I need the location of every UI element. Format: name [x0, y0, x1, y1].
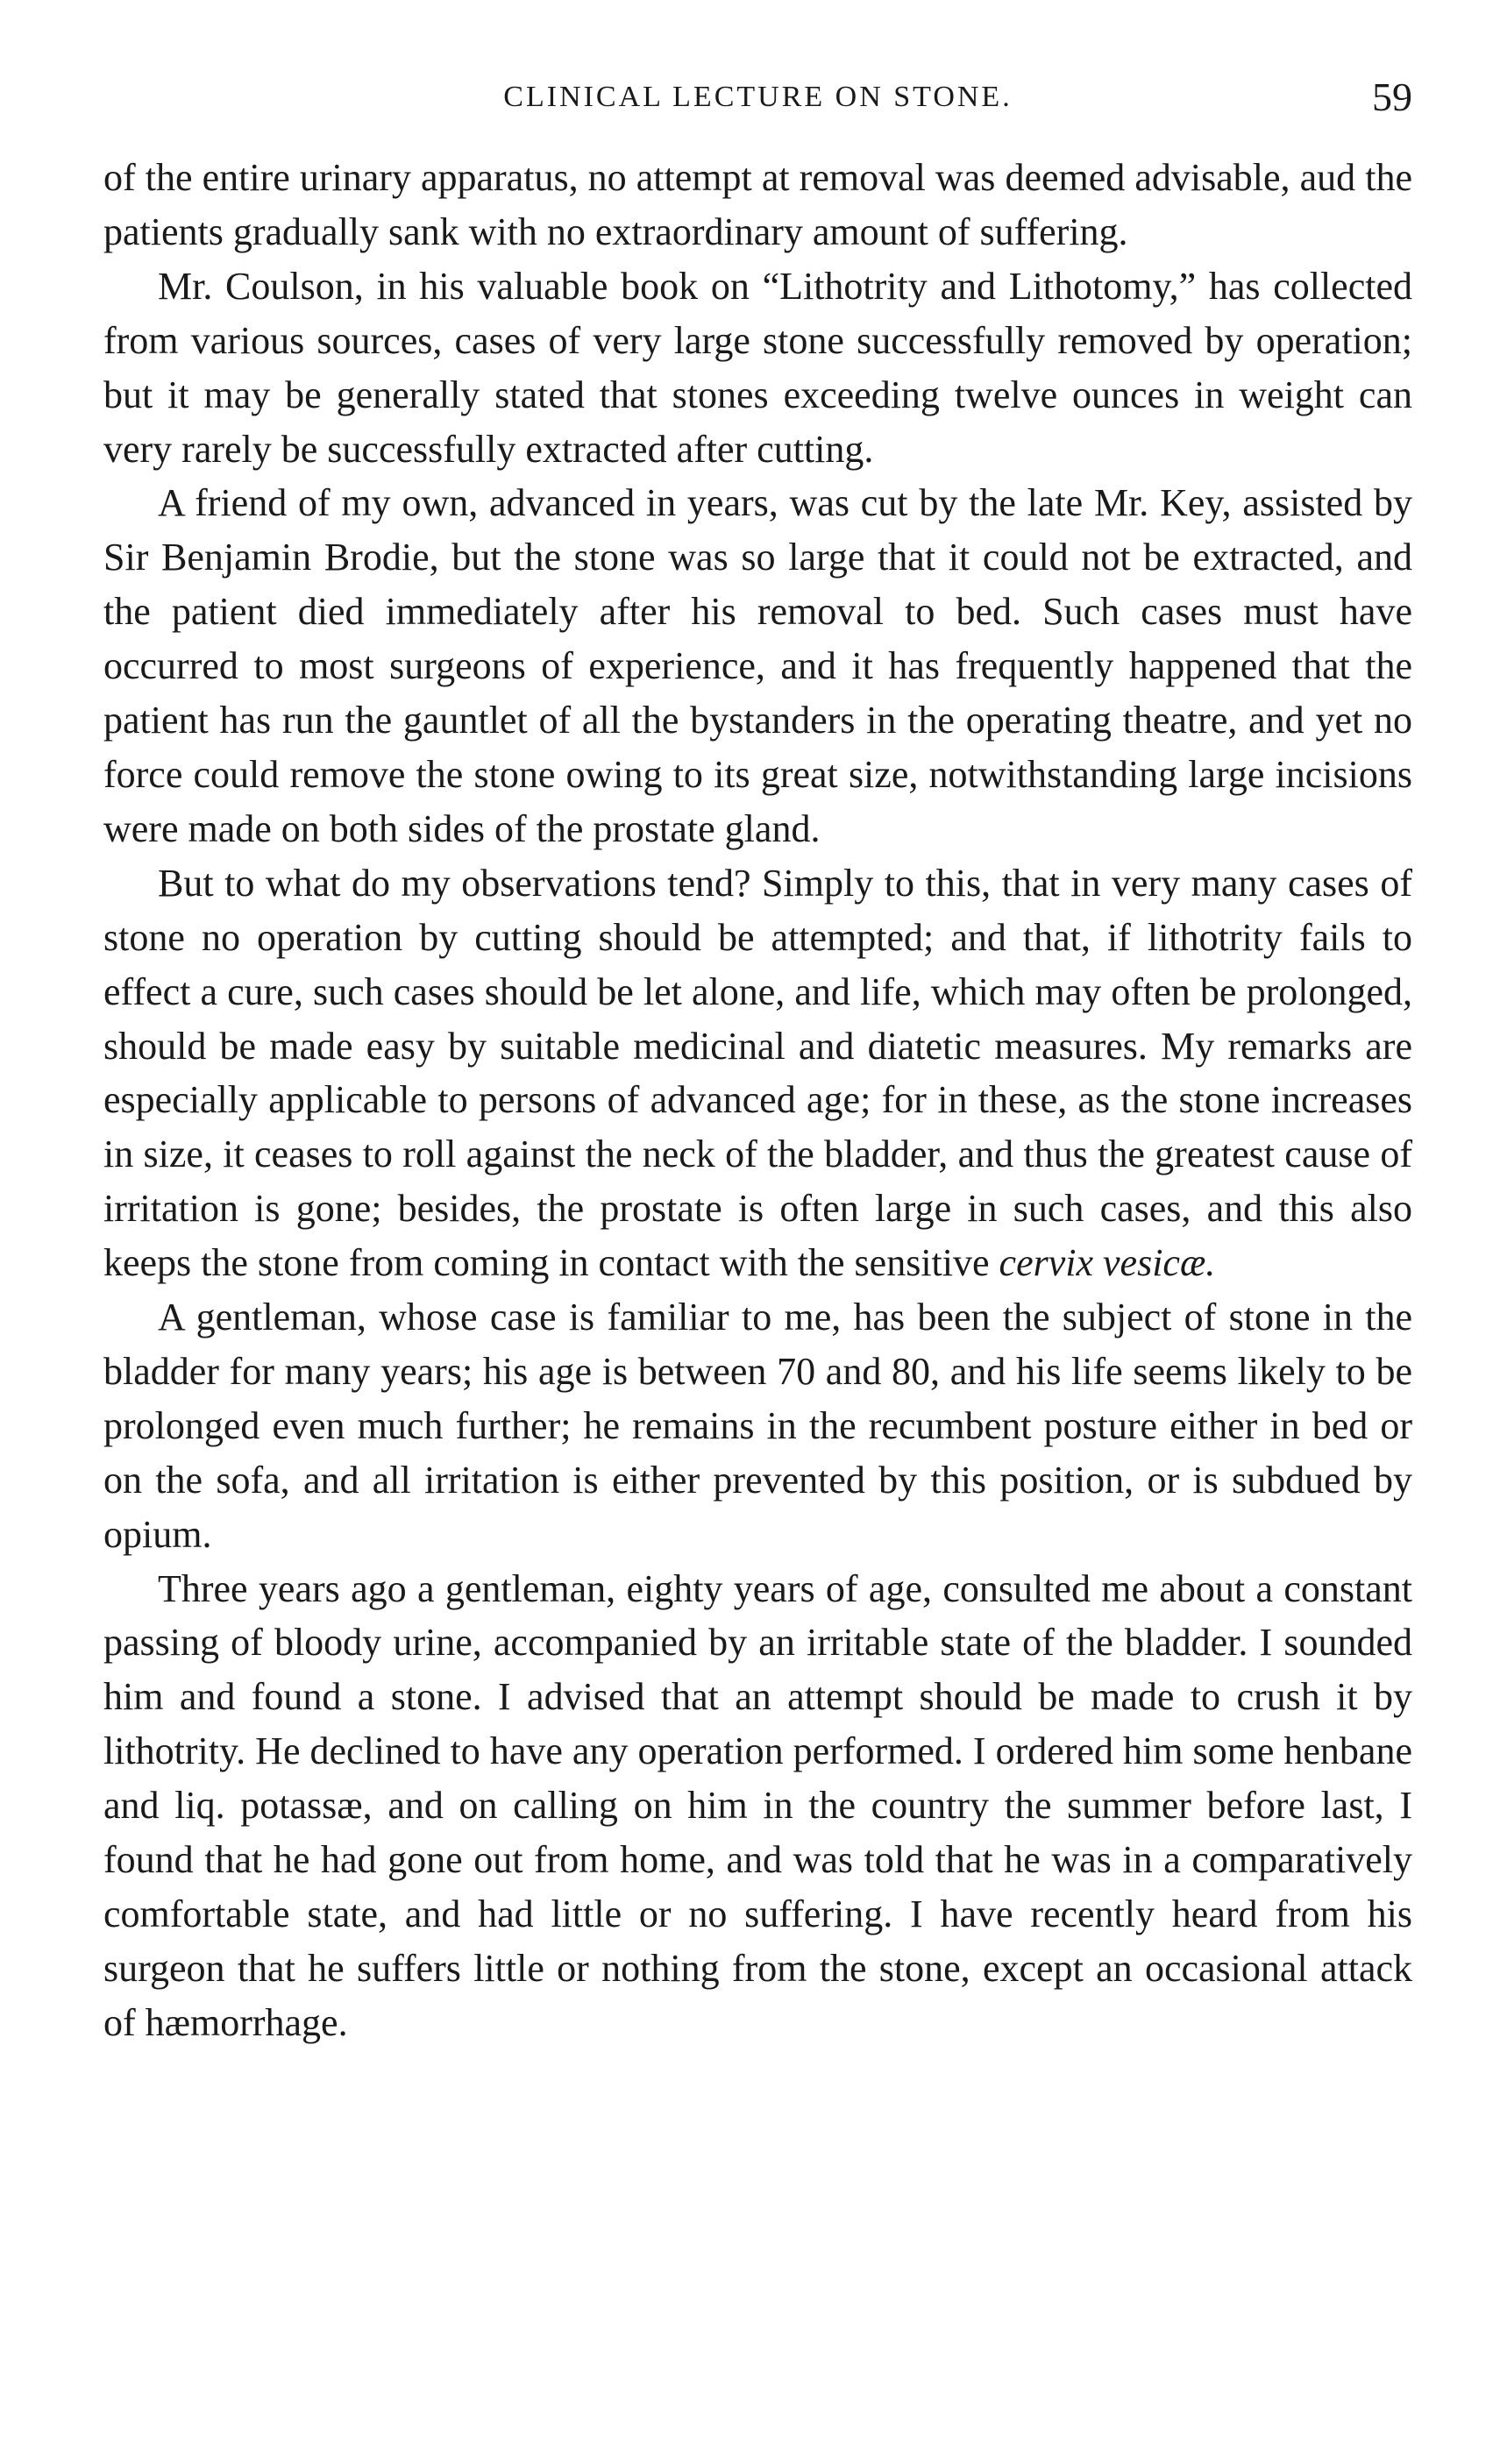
paragraph-observations	[103, 856, 1412, 1290]
running-title: CLINICAL LECTURE ON STONE.	[503, 81, 1013, 113]
paragraph-three-years-case: Three years ago a gentleman, eighty years of age, consulted me about a constant passing of bloody urine, accompanied by an irritable state of the bladder. I sounded him and found a stone. I advised that an attempt should be made to crush it by lithotrity. He declined to have any operation performed. I ordered him some henbane and liq. potassæ, and on calling on him in the country the summer before last, I found that he had gone out from home, and was told that he was in a comparatively comfortable state, and had little or no suffering. I have recently heard from his surgeon that he suffers little or nothing from the stone, except an occasional attack of hæmorrhage.	[103, 1566, 1412, 2044]
body-text	[103, 151, 1412, 2050]
paragraph-gentleman-case: A gentleman, whose case is familiar to me, has been the subject of stone in the bladder for many years; his age is between 70 and 80, and his life seems likely to be prolonged even much further; he remains in the recumbent posture either in bed or on the sofa, and all irritation is either prevented by this position, or is subdued by opium.	[103, 1296, 1412, 1556]
page-header	[103, 75, 1412, 133]
latin-term: cervix vesicæ.	[999, 1241, 1216, 1285]
paragraph-observations-text: But to what do my observations tend? Simply to this, that in very many cases of stone no operation by cutting should be attempted; and that, if lithotrity fails to effect a cure, such cases should be let alone, and life, which may often be prolonged, should be made easy by suitable medicinal and diatetic measures. My remarks are especially applicable to persons of advanced age; for in these, as the stone increases in size, it ceases to roll against the neck of the bladder, and thus the greatest cause of irritation is gone; besides, the prostate is often large in such cases, and this also keeps the stone from coming in contact with the sensitive	[103, 861, 1412, 1285]
paragraph-continuation: of the entire urinary apparatus, no attempt at removal was deemed advisable, aud the patients gradually sank with no extraordinary amount of suffering.	[103, 156, 1412, 253]
paragraph-friend-case: A friend of my own, advanced in years, was cut by the late Mr. Key, assisted by Sir Benjamin Brodie, but the stone was so large that it could not be extracted, and the patient died immediately after his removal to bed. Such cases must have occurred to most surgeons of experience, and it has frequently happened that the patient has run the gauntlet of all the bystanders in the operating theatre, and yet no force could remove the stone owing to its great size, notwithstanding large incisions were made on both sides of the prostate gland.	[103, 481, 1412, 850]
page-number: 59	[1372, 75, 1412, 119]
paragraph-coulson: Mr. Coulson, in his valuable book on “Lithotrity and Lithotomy,” has collected from various sources, cases of very large stone successfully removed by operation; but it may be generally stated that stones exceeding twelve ounces in weight can very rarely be successfully extracted after cutting.	[103, 264, 1412, 471]
